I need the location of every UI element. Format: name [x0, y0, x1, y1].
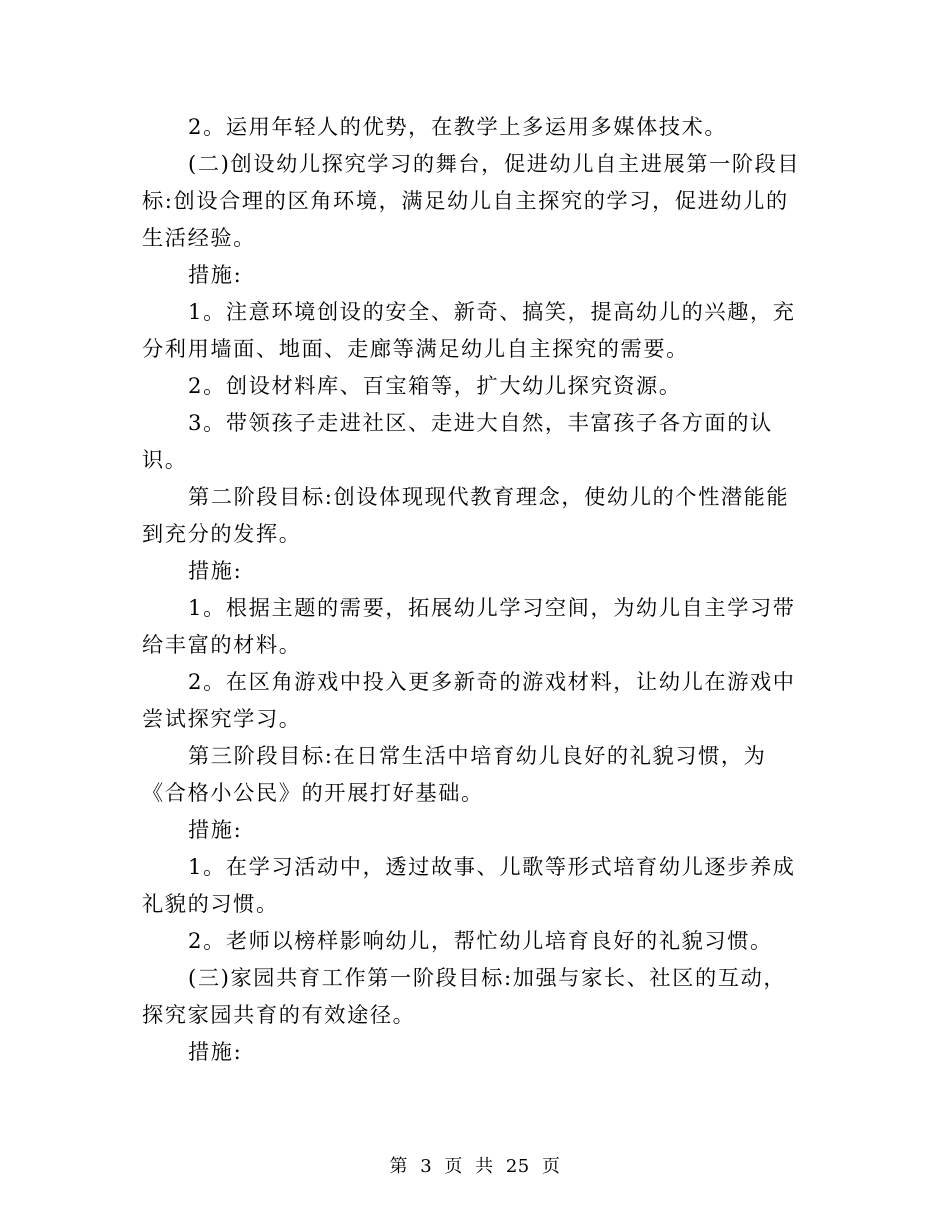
paragraph-16: 措施:	[188, 1039, 243, 1064]
paragraph-11: 第三阶段目标:在日常生活中培育幼儿良好的礼貌习惯，为《合格小公民》的开展打好基础。	[142, 743, 767, 805]
paragraph-8: 措施:	[188, 558, 243, 583]
paragraph-13: 1。在学习活动中，透过故事、儿歌等形式培育幼儿逐步养成礼貌的习惯。	[142, 854, 796, 916]
page-footer: 第 3 页 共 25 页	[389, 1156, 561, 1177]
paragraph-3: 措施:	[188, 262, 243, 287]
paragraph-4: 1。注意环境创设的安全、新奇、搞笑，提高幼儿的兴趣，充分利用墙面、地面、走廊等满足幼儿自主探究的需要。	[142, 299, 796, 361]
paragraph-12: 措施:	[188, 817, 243, 842]
paragraph-9: 1。根据主题的需要，拓展幼儿学习空间，为幼儿自主学习带给丰富的材料。	[142, 595, 796, 657]
paragraph-7: 第二阶段目标:创设体现现代教育理念，使幼儿的个性潜能能到充分的发挥。	[142, 484, 790, 546]
paragraph-14: 2。老师以榜样影响幼儿，帮忙幼儿培育良好的礼貌习惯。	[188, 928, 773, 953]
paragraph-1: 2。运用年轻人的优势，在教学上多运用多媒体技术。	[188, 114, 728, 139]
paragraph-5: 2。创设材料库、百宝箱等，扩大幼儿探究资源。	[188, 373, 682, 398]
paragraph-10: 2。在区角游戏中投入更多新奇的游戏材料，让幼儿在游戏中尝试探究学习。	[142, 669, 796, 731]
paragraph-2: (二)创设幼儿探究学习的舞台，促进幼儿自主进展第一阶段目标:创设合理的区角环境，满足幼儿自主探究的学习，促进幼儿的生活经验。	[142, 151, 801, 250]
paragraph-6: 3。带领孩子走进社区、走进大自然，丰富孩子各方面的认识。	[142, 410, 773, 472]
document-body	[142, 108, 806, 1070]
paragraph-15: (三)家园共育工作第一阶段目标:加强与家长、社区的互动，探究家园共育的有效途径。	[142, 965, 787, 1027]
